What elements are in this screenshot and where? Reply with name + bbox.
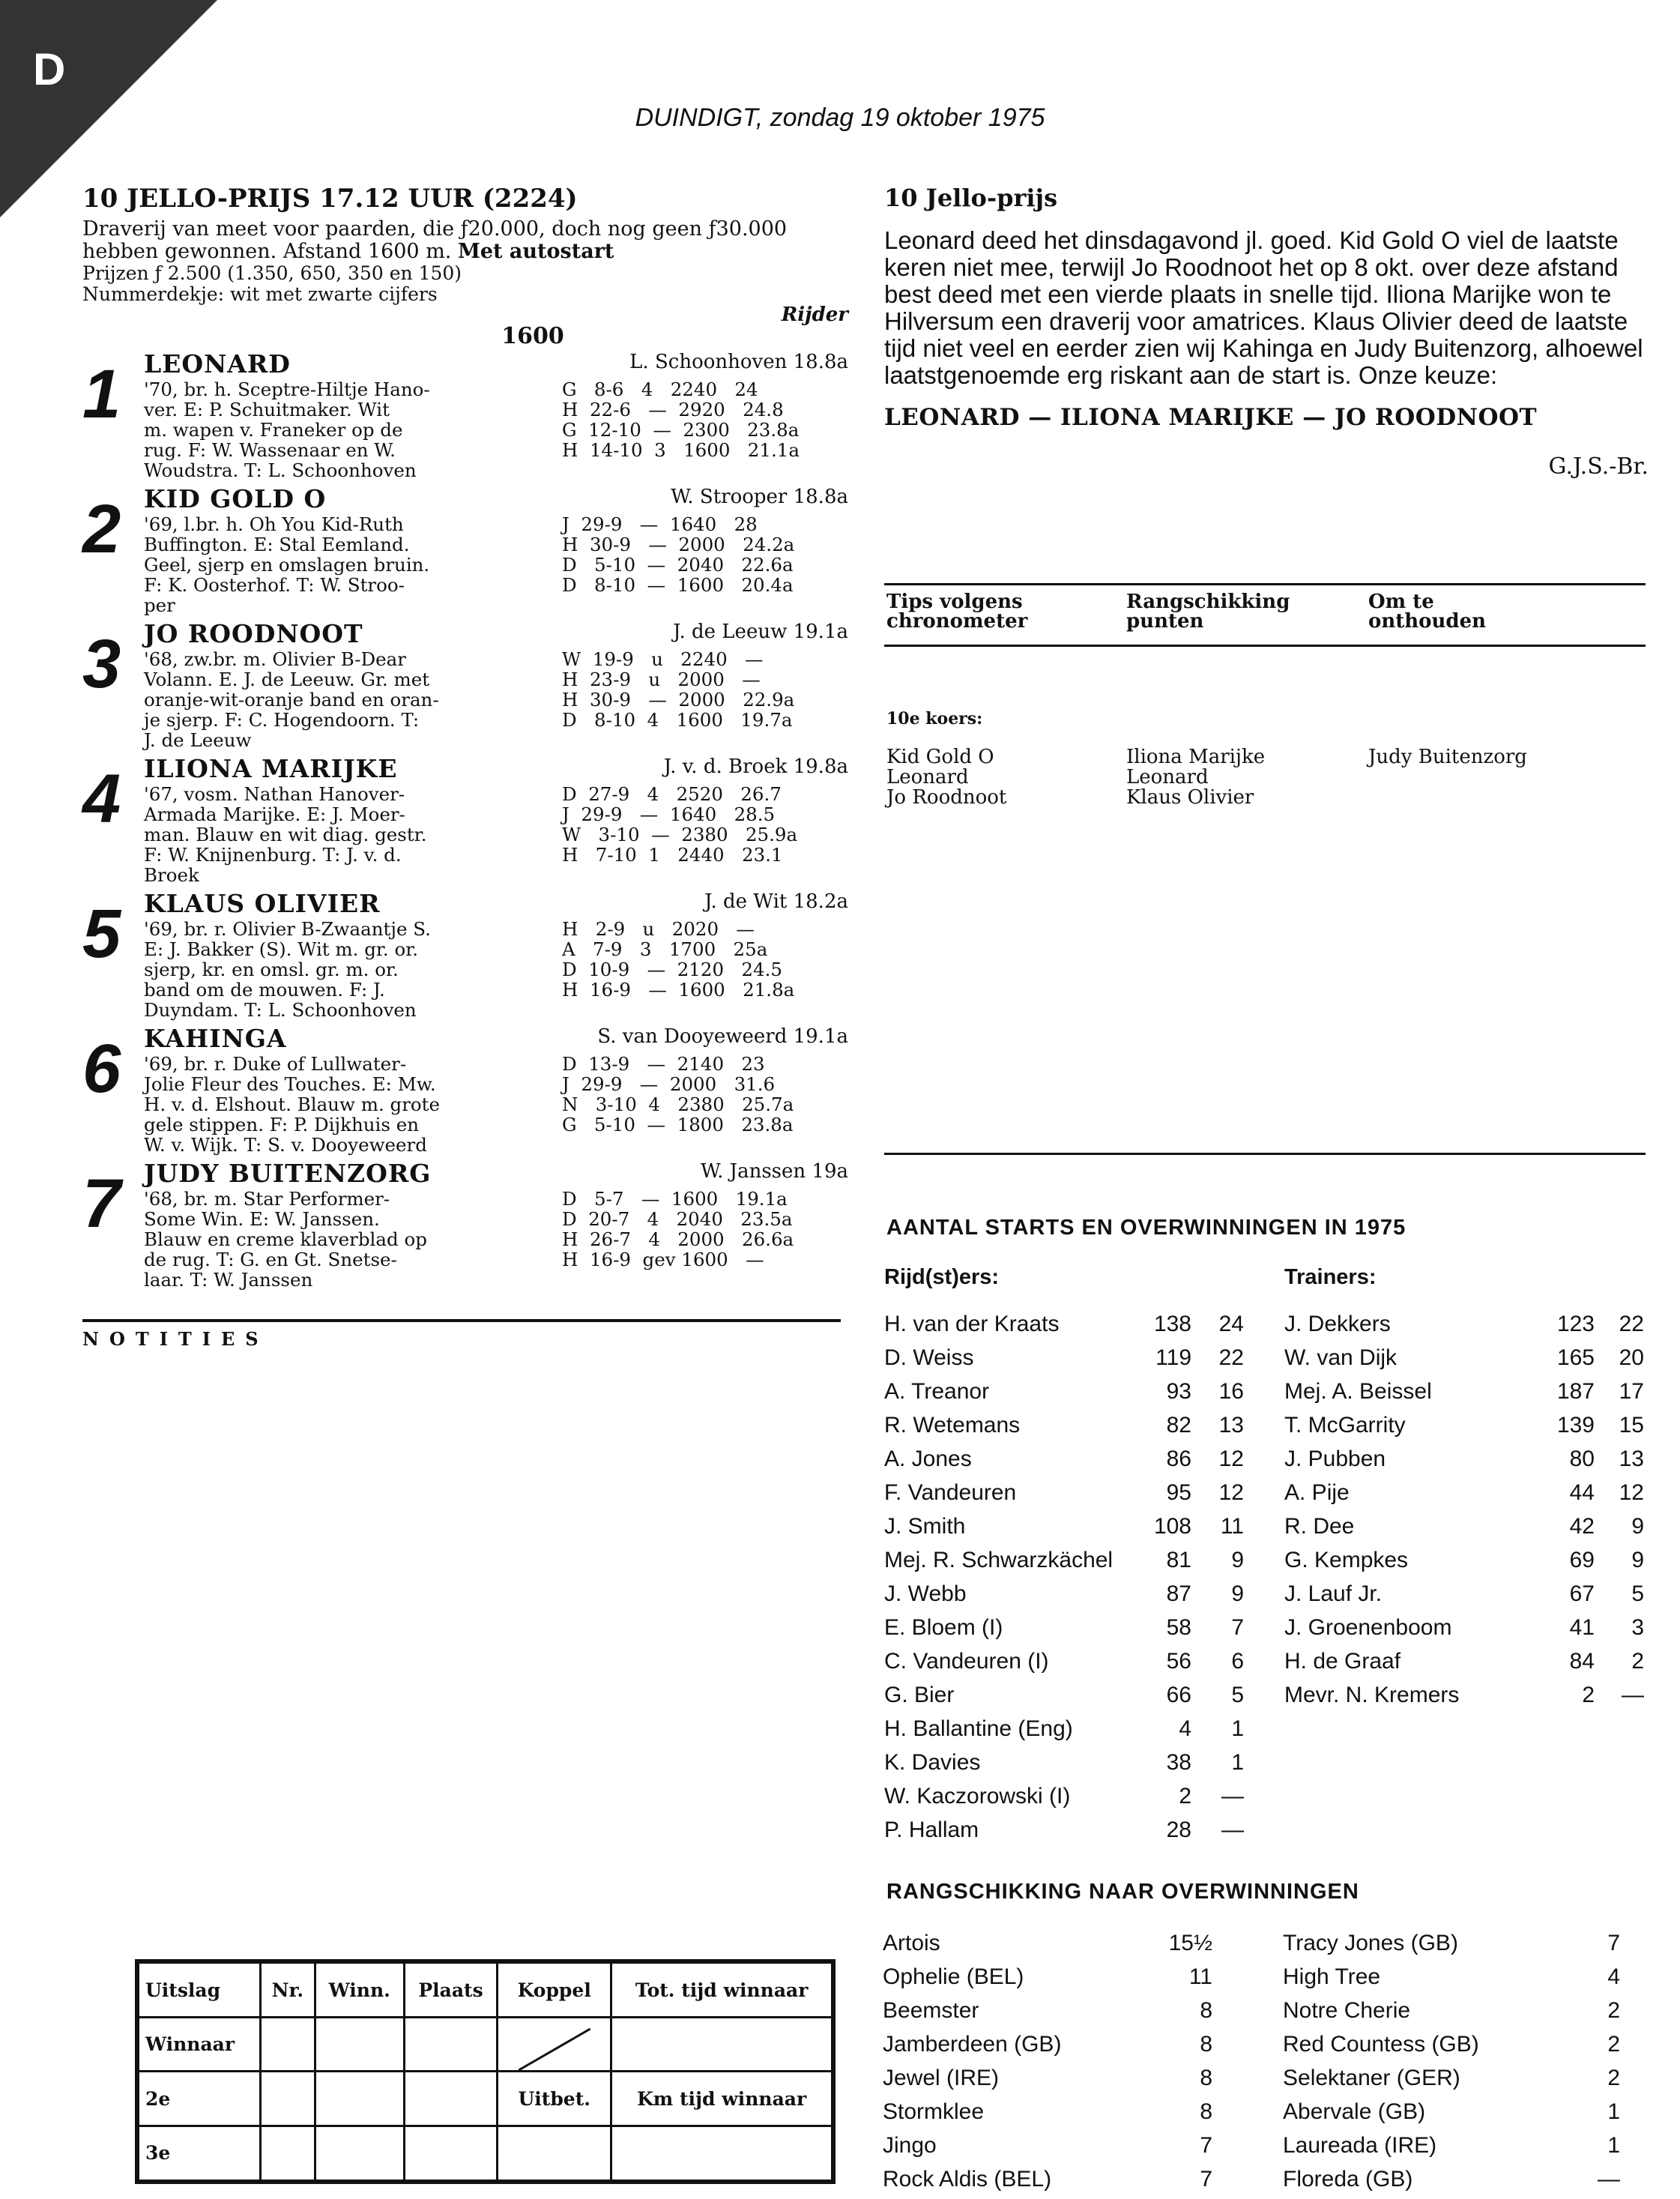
stat-starts: 4	[1179, 1716, 1191, 1741]
stat-wins: —	[1622, 1683, 1644, 1707]
horse-name: KAHINGA	[144, 1024, 287, 1053]
result-km-tijd: Km tijd winnaar	[611, 2072, 833, 2126]
stat-starts: 69	[1569, 1548, 1595, 1572]
horse-rider: S. van Dooyeweerd 19.1a	[597, 1025, 848, 1048]
horse-rider: J. v. d. Broek 19.8a	[663, 755, 848, 778]
ranking-right-list	[1283, 1926, 1620, 2196]
stat-wins: 5	[1631, 1581, 1644, 1606]
stat-name: C. Vandeuren (I)	[884, 1649, 1049, 1674]
result-cell	[498, 2126, 611, 2182]
ranking-horse: Jingo	[883, 2133, 937, 2158]
race-heading: 10 JELLO-PRIJS 17.12 UUR (2224)	[82, 184, 578, 214]
stat-wins: 22	[1619, 1312, 1644, 1336]
ranking-row	[1283, 1960, 1620, 1994]
result-cell	[404, 2072, 497, 2126]
result-cell	[315, 2018, 404, 2072]
riders-list	[884, 1307, 1244, 1847]
stat-wins: 6	[1231, 1649, 1244, 1674]
race-conditions-text: Draverij van meet voor paarden, die ƒ20.000, doch nog geen ƒ30.000 hebben gewonnen. Afstand 1600 m.	[82, 217, 788, 263]
stat-name: H. van der Kraats	[884, 1312, 1060, 1336]
ranking-horse: Laureada (IRE)	[1283, 2133, 1437, 2158]
horse-number: 5	[82, 896, 121, 972]
stat-starts: 82	[1166, 1413, 1191, 1438]
stat-wins: 5	[1231, 1683, 1244, 1707]
ranking-horse: Jamberdeen (GB)	[883, 2032, 1062, 2057]
result-row	[137, 2072, 833, 2126]
horse-description: '68, br. m. Star Performer- Some Win. E: W. Janssen. Blauw en creme klaverblad op de rug. T: G. en Gt. Snetse- laar. T: W. Janssen	[144, 1188, 427, 1291]
rijder-label: Rijder	[781, 304, 848, 326]
stat-wins: —	[1221, 1784, 1244, 1809]
stat-name: Mevr. N. Kremers	[1284, 1683, 1460, 1707]
horse-form: H 2-9 u 2020 — A 7-9 3 1700 25a D 10-9 — 2120 24.5 H 16-9 — 1600 21.8a	[562, 918, 795, 1001]
result-cell	[404, 2126, 497, 2182]
horse-rider: L. Schoonhoven 18.8a	[629, 351, 848, 373]
horse-form: D 13-9 — 2140 23 J 29-9 — 2000 31.6 N 3-10 4 2380 25.7a G 5-10 — 1800 23.8a	[562, 1053, 794, 1135]
horse-number: 6	[82, 1031, 121, 1107]
tips-col3: Judy Buitenzorg	[1368, 746, 1527, 768]
tips-bottom-rule	[884, 1153, 1646, 1155]
stat-name: H. Ballantine (Eng)	[884, 1716, 1073, 1741]
stat-row	[884, 1577, 1244, 1611]
stat-wins: 12	[1619, 1480, 1644, 1505]
tips-col2: Iliona Marijke Leonard Klaus Olivier	[1126, 746, 1266, 809]
stat-row	[884, 1813, 1244, 1847]
result-cell	[498, 2018, 611, 2072]
ranking-row	[883, 2027, 1212, 2061]
ranking-horse: Red Countess (GB)	[1283, 2032, 1479, 2057]
section-letter: D	[33, 44, 66, 94]
stat-name: F. Vandeuren	[884, 1480, 1017, 1505]
stat-row	[884, 1779, 1244, 1813]
horse-form: G 8-6 4 2240 24 H 22-6 — 2920 24.8 G 12-10 — 2300 23.8a H 14-10 3 1600 21.1a	[562, 378, 800, 461]
tips-col1: Kid Gold O Leonard Jo Roodnoot	[886, 746, 1007, 809]
stat-row	[884, 1543, 1244, 1577]
ranking-row	[883, 2095, 1212, 2129]
stat-name: J. Dekkers	[1284, 1312, 1391, 1336]
ranking-wins: 15½	[1168, 1931, 1212, 1955]
ranking-wins: 7	[1200, 2167, 1212, 2192]
result-header: Uitslag	[137, 1961, 261, 2018]
result-cell	[611, 2018, 833, 2072]
stat-starts: 80	[1569, 1447, 1595, 1471]
result-row-label: 2e	[137, 2072, 261, 2126]
horse-entry	[82, 754, 848, 889]
result-cell	[611, 2126, 833, 2182]
horse-description: '69, l.br. h. Oh You Kid-Ruth Buffington. E: Stal Eemland. Geel, sjerp en omslagen bruin. F: K. Oosterhof. T: W. Stroo- per	[144, 513, 430, 616]
race-autostart: Met autostart	[457, 240, 614, 263]
stat-name: J. Pubben	[1284, 1447, 1386, 1471]
horse-list	[82, 349, 848, 1294]
result-cell	[315, 2126, 404, 2182]
horse-name: KID GOLD O	[144, 484, 327, 513]
ranking-horse: Beemster	[883, 1998, 979, 2023]
result-cell	[315, 2072, 404, 2126]
horse-description: '67, vosm. Nathan Hanover- Armada Marijke. E: J. Moer- man. Blauw en wit diag. gestr. F: W. Knijnenburg. T: J. v. d. Broek	[144, 783, 427, 886]
stat-row	[1284, 1476, 1644, 1509]
preview-signature: G.J.S.-Br.	[1548, 453, 1649, 480]
ranking-row	[883, 1960, 1212, 1994]
ranking-row	[1283, 2061, 1620, 2095]
ranking-wins: 1	[1607, 2099, 1620, 2124]
ranking-wins: 8	[1200, 2066, 1212, 2090]
ranking-left-list	[883, 1926, 1212, 2196]
stat-wins: 2	[1631, 1649, 1644, 1674]
ranking-horse: Jewel (IRE)	[883, 2066, 1000, 2090]
stat-starts: 56	[1166, 1649, 1191, 1674]
page-header: DUINDIGT, zondag 19 oktober 1975	[635, 103, 1045, 132]
result-uitbet: Uitbet.	[498, 2072, 611, 2126]
stats-title: AANTAL STARTS EN OVERWINNINGEN IN 1975	[886, 1216, 1406, 1240]
stat-starts: 66	[1166, 1683, 1191, 1707]
race-distance: 1600	[501, 323, 564, 349]
stat-wins: 3	[1631, 1615, 1644, 1640]
result-row-label: Winnaar	[137, 2018, 261, 2072]
result-header: Plaats	[404, 1961, 497, 2018]
ranking-row	[883, 2129, 1212, 2162]
preview-text: Leonard deed het dinsdagavond jl. goed. Kid Gold O viel de laatste keren niet mee, terwijl Jo Roodnoot het op 8 okt. over deze afstand best deed met een vierde plaats in snelle tijd. Iliona Marijke won te Hilversum een draverij voor amatrices. Klaus Olivier deed de laatste tijd niet veel en eerder zien wij Kahinga en Judy Buitenzorg, alhoewel laatstgenoemde erg riskant aan de start is. Onze keuze:	[884, 226, 1643, 389]
stat-starts: 81	[1166, 1548, 1191, 1572]
horse-form: W 19-9 u 2240 — H 23-9 u 2000 — H 30-9 — 2000 22.9a D 8-10 4 1600 19.7a	[562, 648, 795, 731]
stat-name: A. Pije	[1284, 1480, 1350, 1505]
result-table	[135, 1959, 836, 2184]
stat-row	[884, 1307, 1244, 1341]
stat-wins: —	[1221, 1818, 1244, 1842]
ranking-wins: 8	[1200, 1998, 1212, 2023]
ranking-wins: 2	[1607, 2032, 1620, 2057]
stat-wins: 16	[1218, 1379, 1244, 1404]
horse-number: 2	[82, 491, 121, 567]
stat-name: A. Treanor	[884, 1379, 990, 1404]
ranking-wins: 11	[1188, 1964, 1212, 1989]
ranking-wins: 4	[1607, 1964, 1620, 1989]
horse-rider: J. de Wit 18.2a	[704, 890, 848, 913]
result-cell	[261, 2126, 315, 2182]
stat-row	[884, 1746, 1244, 1779]
race-preview	[884, 184, 1649, 480]
stat-starts: 138	[1153, 1312, 1191, 1336]
stat-name: R. Wetemans	[884, 1413, 1021, 1438]
horse-description: '69, br. r. Duke of Lullwater- Jolie Fleur des Touches. E: Mw. H. v. d. Elshout. Blauw m. grote gele stippen. F: P. Dijkhuis en W. v. Wijk. T: S. v. Dooyeweerd	[144, 1053, 441, 1156]
result-row	[137, 2126, 833, 2182]
stat-wins: 7	[1231, 1615, 1244, 1640]
stat-starts: 108	[1153, 1514, 1191, 1539]
ranking-wins: 2	[1607, 1998, 1620, 2023]
tips-col3-head: Om te onthouden	[1368, 591, 1487, 633]
tips-mid-rule	[884, 645, 1646, 647]
stat-row	[1284, 1678, 1644, 1712]
stat-row	[1284, 1442, 1644, 1476]
riders-title: Rijd(st)ers:	[884, 1265, 1000, 1289]
stat-wins: 22	[1218, 1345, 1244, 1370]
trainers-title: Trainers:	[1284, 1265, 1377, 1289]
ranking-horse: Tracy Jones (GB)	[1283, 1931, 1458, 1955]
stat-name: P. Hallam	[884, 1818, 979, 1842]
ranking-horse: Rock Aldis (BEL)	[883, 2167, 1052, 2192]
stat-row	[1284, 1307, 1644, 1341]
horse-number: 4	[82, 761, 121, 837]
horse-rider: W. Janssen 19a	[700, 1160, 848, 1183]
horse-entry	[82, 1024, 848, 1159]
ranking-row	[1283, 2095, 1620, 2129]
ranking-row	[1283, 2027, 1620, 2061]
stat-name: Mej. R. Schwarzkächel	[884, 1548, 1114, 1572]
stat-starts: 41	[1569, 1615, 1595, 1640]
tips-koers-label: 10e koers:	[886, 709, 983, 729]
horse-name: JO ROODNOOT	[144, 619, 363, 648]
stat-row	[1284, 1644, 1644, 1678]
result-cell	[404, 2018, 497, 2072]
ranking-row	[1283, 1994, 1620, 2027]
stat-name: Mej. A. Beissel	[1284, 1379, 1432, 1404]
stat-wins: 9	[1231, 1548, 1244, 1572]
ranking-wins: 8	[1200, 2099, 1212, 2124]
stat-row	[884, 1509, 1244, 1543]
ranking-row	[1283, 1926, 1620, 1960]
race-card	[82, 184, 848, 1294]
tips-col2-head: Rangschikking punten	[1126, 591, 1290, 633]
stat-wins: 9	[1631, 1514, 1644, 1539]
race-prizes: Prijzen ƒ 2.500 (1.350, 650, 350 en 150)	[82, 262, 462, 284]
stat-starts: 187	[1556, 1379, 1595, 1404]
stat-starts: 95	[1166, 1480, 1191, 1505]
stat-wins: 1	[1231, 1716, 1244, 1741]
stat-wins: 20	[1619, 1345, 1644, 1370]
stat-starts: 84	[1569, 1649, 1595, 1674]
stat-row	[884, 1712, 1244, 1746]
ranking-row	[883, 2162, 1212, 2196]
horse-description: '70, br. h. Sceptre-Hiltje Hano- ver. E: P. Schuitmaker. Wit m. wapen v. Franeker op de rug. F: W. Wassenaar en W. Woudstra. T: L. Schoonhoven	[144, 378, 430, 481]
result-cell	[261, 2072, 315, 2126]
result-header: Tot. tijd winnaar	[611, 1961, 833, 2018]
stat-wins: 9	[1631, 1548, 1644, 1572]
race-conditions	[82, 218, 848, 263]
stat-row	[884, 1442, 1244, 1476]
stat-wins: 13	[1619, 1447, 1644, 1471]
stat-row	[1284, 1611, 1644, 1644]
stat-row	[1284, 1341, 1644, 1375]
ranking-horse: Floreda (GB)	[1283, 2167, 1413, 2192]
stat-wins: 11	[1220, 1514, 1244, 1539]
ranking-horse: Selektaner (GER)	[1283, 2066, 1460, 2090]
horse-description: '69, br. r. Olivier B-Zwaantje S. E: J. Bakker (S). Wit m. gr. or. sjerp, kr. en omsl. gr. m. or. band om de mouwen. F: J. Duyndam. T: L. Schoonhoven	[144, 918, 431, 1021]
horse-form: D 5-7 — 1600 19.1a D 20-7 4 2040 23.5a H 26-7 4 2000 26.6a H 16-9 gev 1600 —	[562, 1188, 794, 1270]
stat-name: E. Bloem (I)	[884, 1615, 1003, 1640]
stat-starts: 28	[1166, 1818, 1191, 1842]
preview-keuze: LEONARD — ILIONA MARIJKE — JO ROODNOOT	[884, 404, 1538, 431]
ranking-wins: 1	[1607, 2133, 1620, 2158]
stat-starts: 58	[1166, 1615, 1191, 1640]
ranking-row	[883, 2061, 1212, 2095]
stat-row	[1284, 1577, 1644, 1611]
stat-name: T. McGarrity	[1284, 1413, 1406, 1438]
horse-name: ILIONA MARIJKE	[144, 754, 398, 783]
ranking-title: RANGSCHIKKING NAAR OVERWINNINGEN	[886, 1880, 1359, 1904]
ranking-horse: Stormklee	[883, 2099, 985, 2124]
notities-label: NOTITIES	[82, 1328, 269, 1350]
stat-starts: 42	[1569, 1514, 1595, 1539]
stat-starts: 38	[1166, 1750, 1191, 1775]
stat-starts: 2	[1582, 1683, 1595, 1707]
stat-wins: 9	[1231, 1581, 1244, 1606]
stat-wins: 12	[1218, 1447, 1244, 1471]
ranking-wins: 7	[1607, 1931, 1620, 1955]
ranking-wins: 2	[1607, 2066, 1620, 2090]
stat-starts: 119	[1155, 1345, 1191, 1370]
stat-wins: 17	[1619, 1379, 1644, 1404]
horse-rider: W. Strooper 18.8a	[671, 486, 848, 508]
stat-row	[884, 1678, 1244, 1712]
ranking-row	[883, 1994, 1212, 2027]
stat-row	[1284, 1509, 1644, 1543]
horse-name: KLAUS OLIVIER	[144, 889, 381, 918]
horse-form: D 27-9 4 2520 26.7 J 29-9 — 1640 28.5 W 3-10 — 2380 25.9a H 7-10 1 2440 23.1	[562, 783, 798, 866]
result-header: Koppel	[498, 1961, 611, 2018]
stat-name: H. de Graaf	[1284, 1649, 1401, 1674]
result-cell	[261, 2018, 315, 2072]
stat-row	[884, 1476, 1244, 1509]
stat-wins: 12	[1218, 1480, 1244, 1505]
result-header-row	[137, 1961, 833, 2018]
stat-row	[1284, 1543, 1644, 1577]
ranking-horse: Abervale (GB)	[1283, 2099, 1426, 2124]
horse-entry	[82, 619, 848, 754]
horse-entry	[82, 1159, 848, 1294]
stat-name: J. Smith	[884, 1514, 966, 1539]
stat-starts: 123	[1556, 1312, 1595, 1336]
result-row-label: 3e	[137, 2126, 261, 2182]
stat-row	[884, 1341, 1244, 1375]
stat-row	[884, 1408, 1244, 1442]
ranking-wins: 7	[1200, 2133, 1212, 2158]
horse-entry	[82, 484, 848, 619]
stat-name: A. Jones	[884, 1447, 972, 1471]
result-row	[137, 2018, 833, 2072]
horse-entry	[82, 349, 848, 484]
horse-number: 7	[82, 1165, 121, 1242]
stat-name: W. Kaczorowski (I)	[884, 1784, 1071, 1809]
stat-name: J. Webb	[884, 1581, 967, 1606]
stat-row	[1284, 1408, 1644, 1442]
ranking-wins: —	[1598, 2167, 1620, 2192]
ranking-wins: 8	[1200, 2032, 1212, 2057]
stat-name: J. Lauf Jr.	[1284, 1581, 1383, 1606]
horse-name: JUDY BUITENZORG	[144, 1159, 432, 1188]
ranking-row	[883, 1926, 1212, 1960]
stat-starts: 87	[1166, 1581, 1191, 1606]
ranking-row	[1283, 2162, 1620, 2196]
stat-name: J. Groenenboom	[1284, 1615, 1452, 1640]
stat-starts: 2	[1179, 1784, 1191, 1809]
stat-wins: 1	[1231, 1750, 1244, 1775]
stat-name: R. Dee	[1284, 1514, 1355, 1539]
stat-starts: 93	[1166, 1379, 1191, 1404]
stat-name: G. Bier	[884, 1683, 955, 1707]
stat-wins: 15	[1619, 1413, 1644, 1438]
stat-starts: 86	[1166, 1447, 1191, 1471]
horse-number: 3	[82, 626, 121, 702]
stat-row	[884, 1644, 1244, 1678]
stat-starts: 44	[1569, 1480, 1595, 1505]
horse-entry	[82, 889, 848, 1024]
horse-number: 1	[82, 356, 121, 432]
race-blanket: Nummerdekje: wit met zwarte cijfers	[82, 283, 438, 305]
stat-starts: 67	[1569, 1581, 1595, 1606]
ranking-horse: Artois	[883, 1931, 940, 1955]
stat-name: D. Weiss	[884, 1345, 974, 1370]
horse-form: J 29-9 — 1640 28 H 30-9 — 2000 24.2a D 5-10 — 2040 22.6a D 8-10 — 1600 20.4a	[562, 513, 795, 596]
preview-heading: 10 Jello-prijs	[884, 184, 1058, 212]
slash-mark	[518, 2028, 590, 2072]
stat-starts: 139	[1556, 1413, 1595, 1438]
stat-wins: 13	[1218, 1413, 1244, 1438]
stat-name: G. Kempkes	[1284, 1548, 1409, 1572]
notities-rule	[82, 1319, 841, 1322]
stat-row	[884, 1375, 1244, 1408]
stat-name: K. Davies	[884, 1750, 981, 1775]
stat-wins: 24	[1218, 1312, 1244, 1336]
stat-name: W. van Dijk	[1284, 1345, 1398, 1370]
tips-col1-head: Tips volgens chronometer	[886, 591, 1028, 633]
stat-row	[1284, 1375, 1644, 1408]
stat-starts: 165	[1556, 1345, 1595, 1370]
horse-description: '68, zw.br. m. Olivier B-Dear Volann. E. J. de Leeuw. Gr. met oranje-wit-oranje band en oran- je sjerp. F: C. Hogendoorn. T: J. de Leeuw	[144, 648, 439, 751]
trainers-list	[1284, 1307, 1644, 1712]
ranking-horse: Notre Cherie	[1283, 1998, 1411, 2023]
horse-name: LEONARD	[144, 349, 291, 378]
ranking-row	[1283, 2129, 1620, 2162]
result-header: Nr.	[261, 1961, 315, 2018]
tips-top-rule	[884, 583, 1646, 585]
result-header: Winn.	[315, 1961, 404, 2018]
horse-rider: J. de Leeuw 19.1a	[673, 621, 848, 643]
stat-row	[884, 1611, 1244, 1644]
ranking-horse: High Tree	[1283, 1964, 1381, 1989]
ranking-horse: Ophelie (BEL)	[883, 1964, 1024, 1989]
